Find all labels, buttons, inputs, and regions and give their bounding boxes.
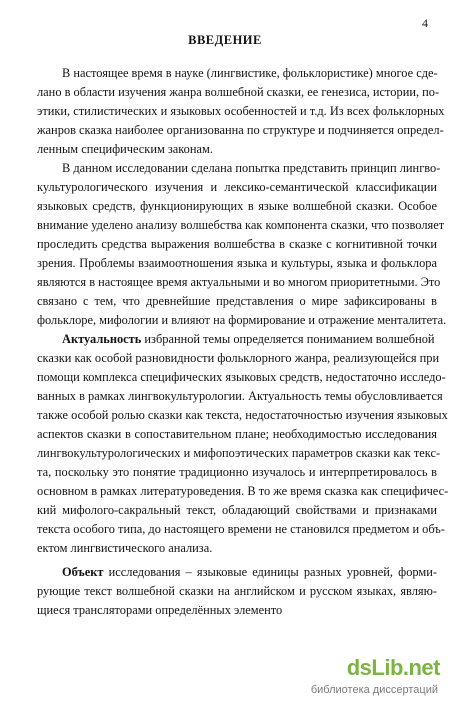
text-line: проследить средства выражения волшебства в сказке с когнитивной точки — [37, 237, 437, 251]
text-line: сказки как особой разновидности фольклорного жанра, реализующейся при — [37, 351, 440, 365]
watermark-logo: dsLib.net — [346, 655, 440, 680]
text-line: аспектов сказки в сопоставительном плане; необходимостью исследования — [37, 427, 437, 441]
text-line: та, поскольку это понятие традиционно изучалось и интерпретировалось в — [37, 465, 437, 479]
text-fragment: избранной темы определяется пониманием волшебной — [141, 332, 435, 346]
term-aktualnost: Актуальность — [62, 332, 142, 346]
page-number: 4 — [422, 16, 428, 30]
text-line: являются в настоящее время актуальными и во многом приоритетными. Это — [37, 275, 441, 289]
text-line: культурологического изучения и лексико-семантической классификации — [37, 180, 437, 194]
text-line: языковых средств, функционирующих в языке волшебной сказки. Особое — [37, 199, 437, 213]
text-line: помощи комплекса специфических языковых средств, недостаточно исследо- — [37, 370, 446, 384]
text-line: жанров сказка наиболее организованна по структуре и подчиняется определ- — [37, 123, 444, 137]
text-line: этики, стилистических и языковых особенностей и т.д. Из всех фольклорных — [37, 104, 445, 118]
text-line: ленным специфическим законам. — [37, 142, 213, 156]
text-line — [62, 565, 437, 580]
text-line: текста особого типа, до настоящего времени не становился предметом и объ- — [37, 522, 445, 536]
text-line: лано в области изучения жанра волшебной сказки, ее генезиса, истории, по- — [37, 85, 440, 99]
text-fragment: исследования – языковые единицы разных уровней, форми- — [103, 565, 437, 579]
text-line: связано с тем, что древнейшие представления о мире зафиксированы в — [37, 294, 437, 308]
text-line: основном в рамках литературоведения. В то же время сказка как специфичес- — [37, 484, 449, 498]
text-line: также особой ролью сказки как текста, недостаточностью изучения языковых — [37, 408, 448, 422]
text-line: ванных в рамках лингвокультурологии. Актуальность темы обусловливается — [37, 389, 443, 403]
watermark-tagline: библиотека диссертаций — [310, 684, 438, 696]
text-line: щиеся трансляторами определённых элементо — [37, 603, 283, 617]
text-line: внимание уделено анализу волшебства как компонента сказки, что позволяет — [37, 218, 445, 232]
text-line — [62, 332, 435, 347]
text-line: ектом лингвистического анализа. — [37, 541, 213, 555]
text-line: В данном исследовании сделана попытка представить принцип лингво- — [62, 161, 441, 175]
text-line: рующие текст волшебной сказки на английском и русском языках, являю- — [37, 584, 437, 598]
text-line: лингвокультурологических и мифопоэтических параметров сказки как текс- — [37, 446, 441, 460]
text-line: кий мифолого-сакральный текст, обладающий свойствами и признаками — [37, 503, 437, 517]
page-title: ВВЕДЕНИЕ — [188, 33, 262, 47]
term-obekt: Объект — [62, 565, 104, 579]
text-line: зрения. Проблемы взаимоотношения языка и культуры, языка и фольклора — [37, 256, 437, 270]
text-line: В настоящее время в науке (лингвистике, фольклористике) многое сде- — [62, 66, 438, 80]
watermark — [310, 655, 440, 705]
text-line: фольклоре, мифологии и влияют на формирование и отражение менталитета. — [37, 313, 447, 327]
